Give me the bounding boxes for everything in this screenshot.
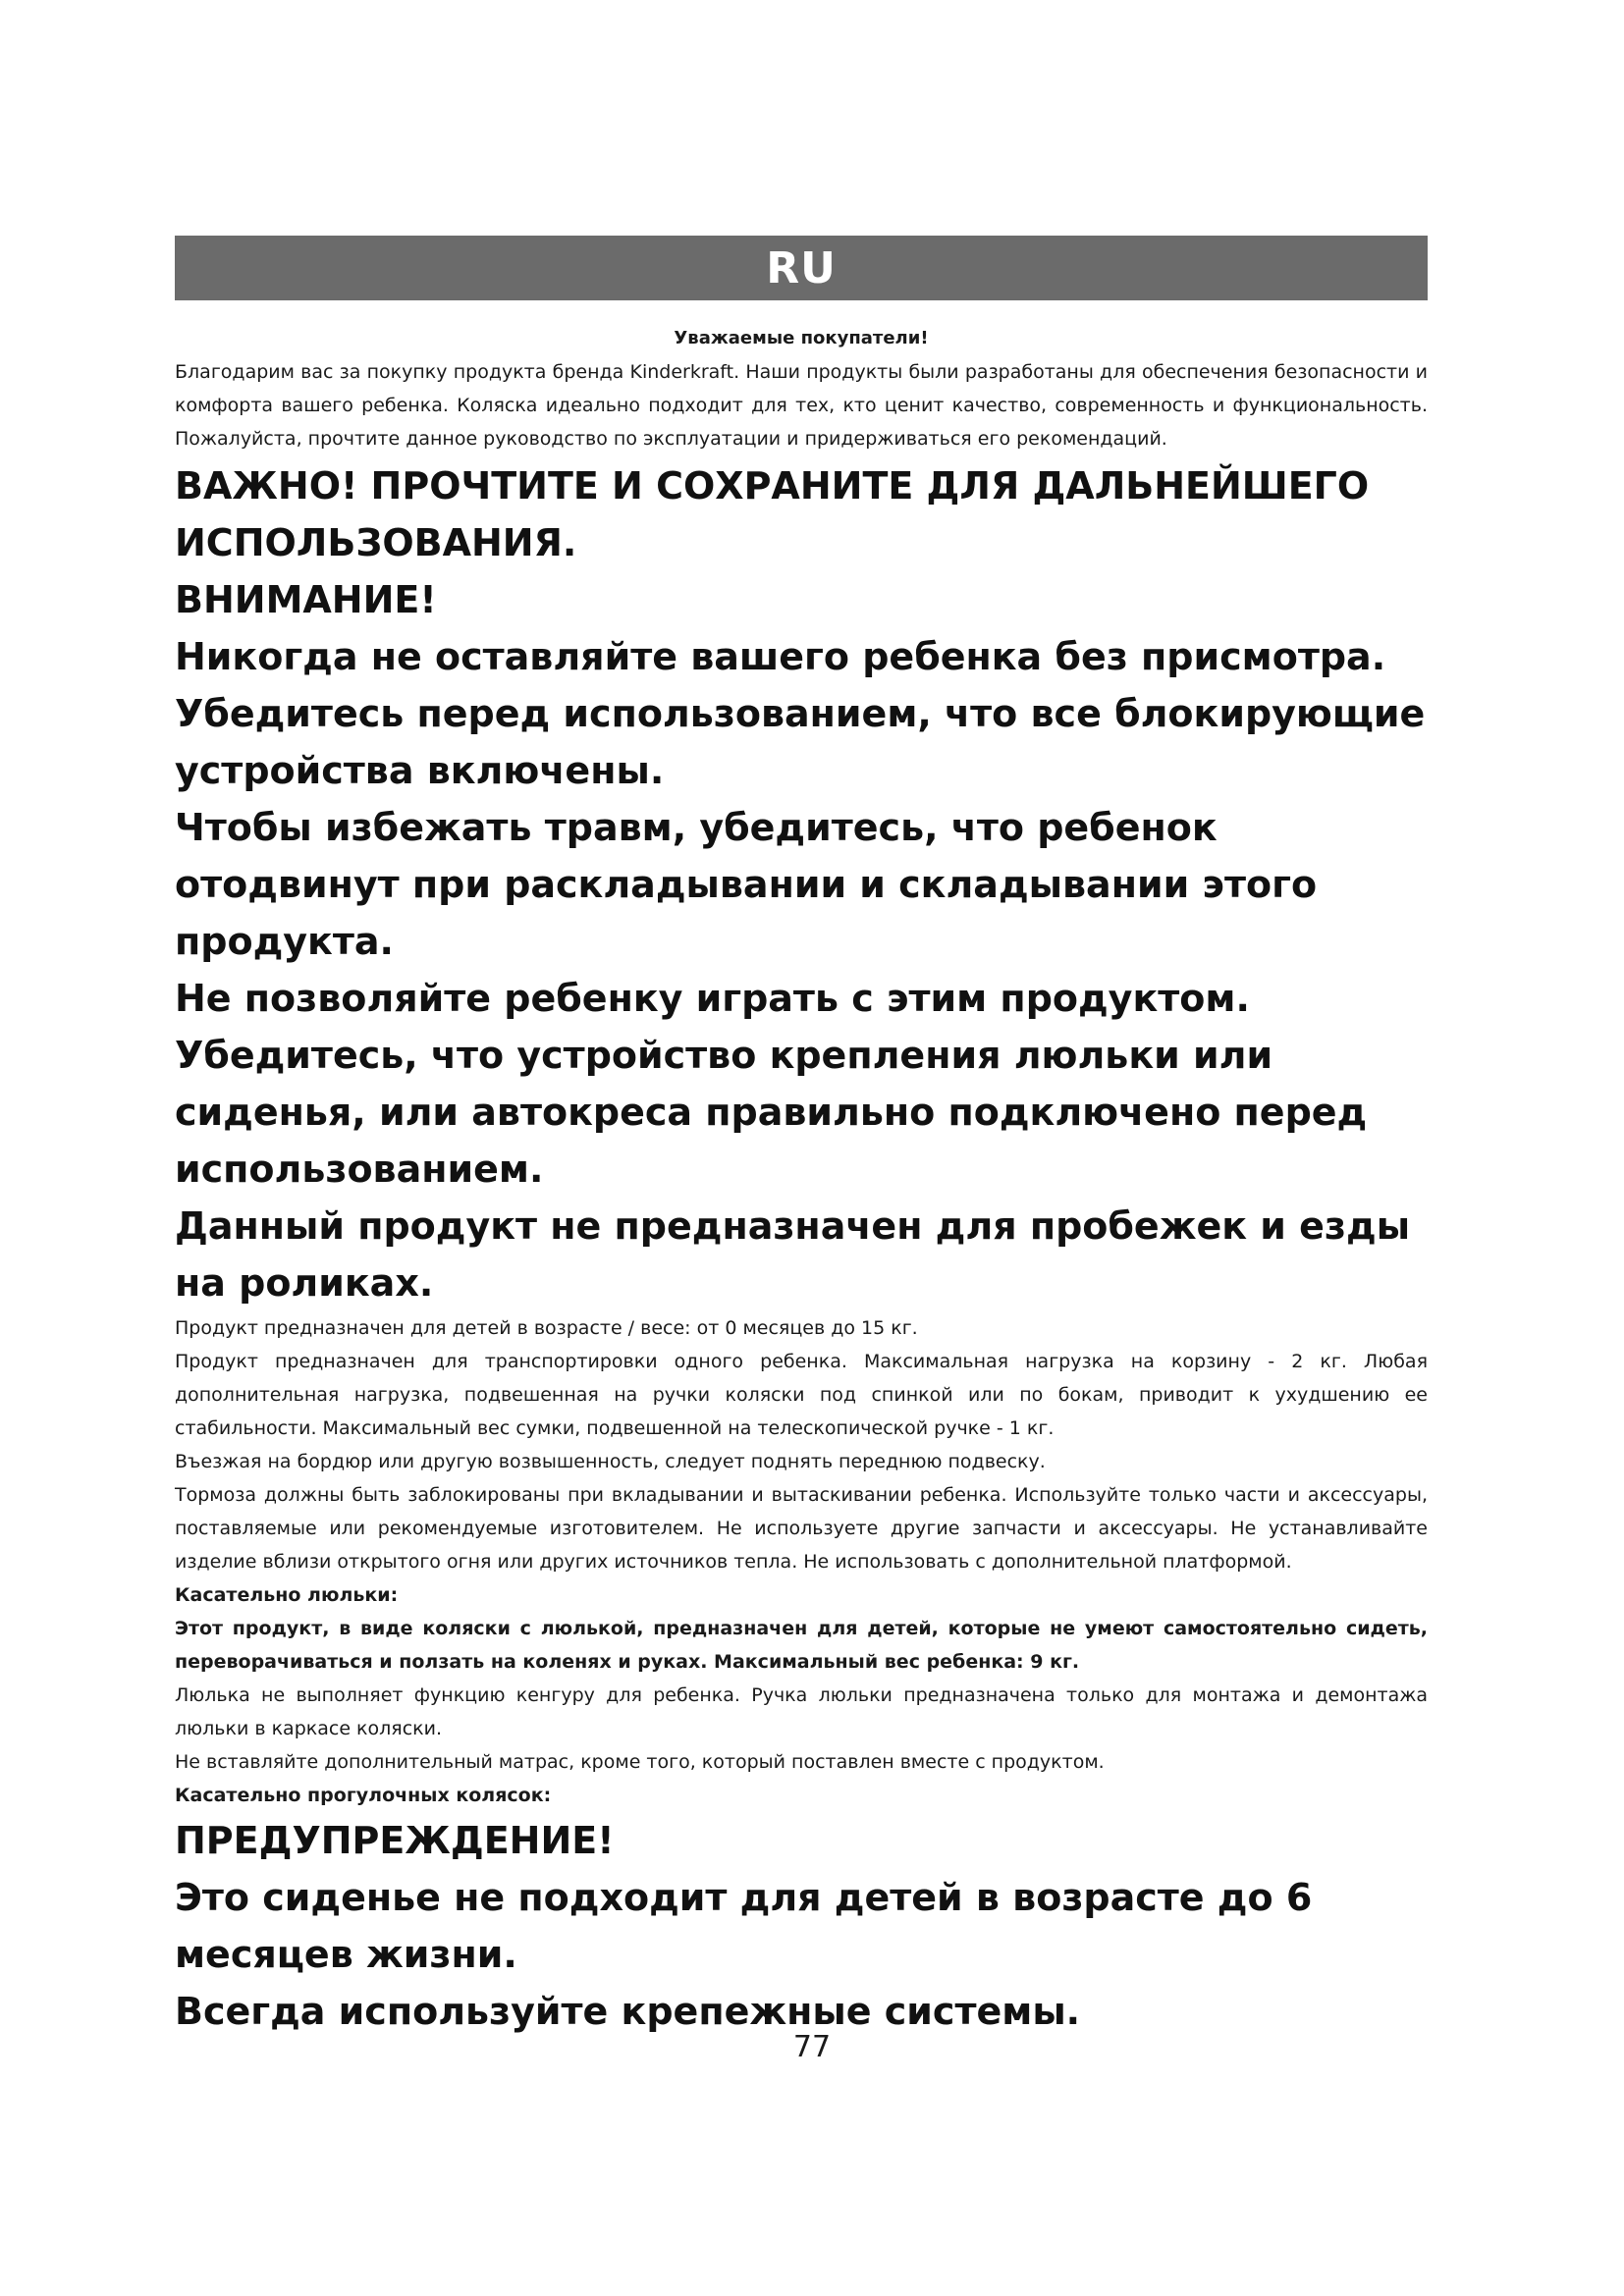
cradle-heading: Касательно люльки: (175, 1584, 399, 1606)
manual-content (175, 322, 1428, 2040)
warning-caution: ПРЕДУПРЕЖДЕНИЕ! (175, 1819, 615, 1862)
warning-locking-devices: Убедитесь перед использованием, что все блокирующие устройства включены. (175, 692, 1426, 792)
warning-seat-age: Это сиденье не подходит для детей в возрасте до 6 месяцев жизни. (175, 1876, 1313, 1976)
language-header-bar (175, 236, 1428, 300)
warning-use-harness: Всегда используйте крепежные системы. (175, 1990, 1081, 2033)
page-number: 77 (792, 2030, 832, 2064)
greeting-title: Уважаемые покупатели! (674, 328, 929, 348)
cradle-bold-paragraph: Этот продукт, в виде коляски с люлькой, предназначен для детей, которые не умеют самостоятельно сидеть, переворачиваться и ползать на коленях и руках. Максимальный вес ребенка: 9 кг. (175, 1618, 1428, 1673)
language-code: RU (766, 242, 837, 294)
warning-avoid-injury: Чтобы избежать травм, убедитесь, что ребенок отодвинут при раскладывании и складывании этого продукта. (175, 806, 1318, 963)
body-paragraph-curb: Въезжая на бордюр или другую возвышенность, следует поднять переднюю подвеску. (175, 1451, 1046, 1472)
intro-paragraph: Благодарим вас за покупку продукта бренда Kinderkraft. Наши продукты были разработаны для обеспечения безопасности и комфорта вашего ребенка. Коляска идеально подходит для тех, кто ценит качество, современность и функциональность. Пожалуйста, прочтите данное руководство по эксплуатации и придерживаться его рекомендаций. (175, 361, 1428, 450)
body-paragraph-mattress: Не вставляйте дополнительный матрас, кроме того, который поставлен вместе с продуктом. (175, 1751, 1105, 1773)
warning-attention: ВНИМАНИЕ! (175, 578, 437, 621)
warning-no-jogging: Данный продукт не предназначен для пробежек и езды на роликах. (175, 1204, 1411, 1305)
stroller-heading: Касательно прогулочных колясок: (175, 1785, 552, 1806)
warning-important: ВАЖНО! ПРОЧТИТЕ И СОХРАНИТЕ ДЛЯ ДАЛЬНЕЙШЕГО ИСПОЛЬЗОВАНИЯ. (175, 464, 1370, 564)
body-paragraph-age: Продукт предназначен для детей в возрасте / весе: от 0 месяцев до 15 кг. (175, 1317, 918, 1339)
body-paragraph-cradle-handle: Люлька не выполняет функцию кенгуру для ребенка. Ручка люльки предназначена только для монтажа и демонтажа люльки в каркасе коляски. (175, 1684, 1428, 1739)
warning-attachment-check: Убедитесь, что устройство крепления люльки или сиденья, или автокреса правильно подключено перед использованием. (175, 1034, 1368, 1191)
body-paragraph-load: Продукт предназначен для транспортировки одного ребенка. Максимальная нагрузка на корзину - 2 кг. Любая дополнительная нагрузка, подвешенная на ручки коляски под спинкой или по бокам, приводит к ухудшению ее стабильности. Максимальный вес сумки, подвешенной на телескопической ручке - 1 кг. (175, 1351, 1428, 1439)
warning-no-play: Не позволяйте ребенку играть с этим продуктом. (175, 977, 1250, 1020)
warning-never-unattended: Никогда не оставляйте вашего ребенка без присмотра. (175, 635, 1386, 678)
body-paragraph-brakes: Тормоза должны быть заблокированы при вкладывании и вытаскивании ребенка. Используйте только части и аксессуары, поставляемые или рекомендуемые изготовителем. Не используете другие запчасти и аксессуары. Не устанавливайте изделие вблизи открытого огня или других источников тепла. Не использовать с дополнительной платформой. (175, 1484, 1428, 1573)
